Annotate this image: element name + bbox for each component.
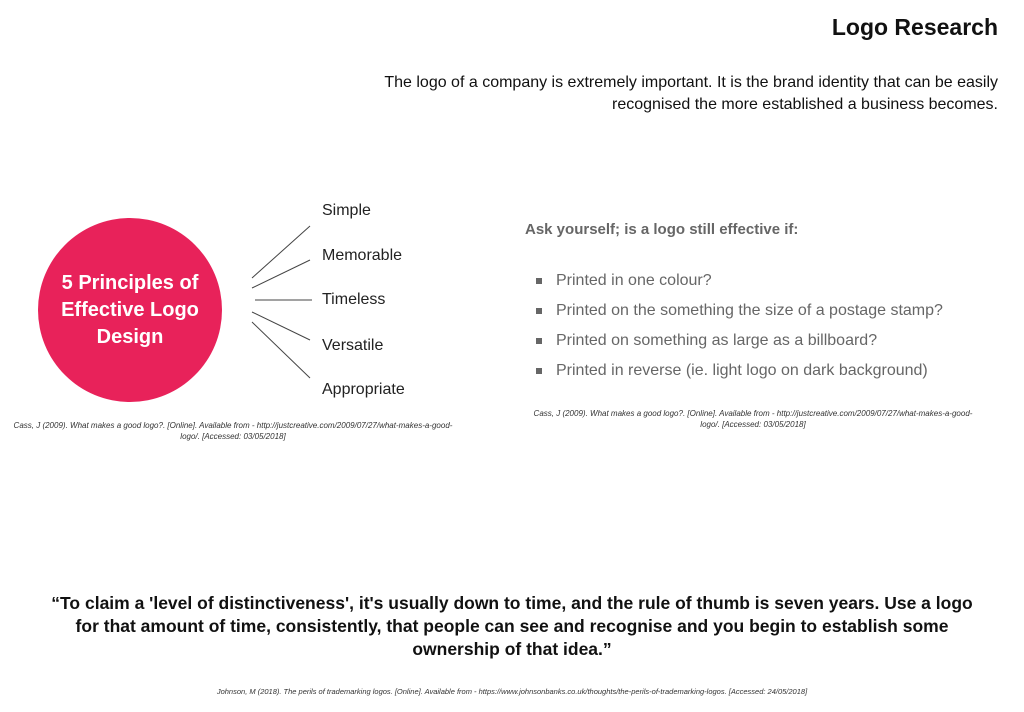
checklist-item: Printed on something as large as a billboard? [536, 330, 943, 360]
bullet-square-icon [536, 308, 542, 314]
page-title: Logo Research [831, 14, 998, 40]
quote-citation: Johnson, M (2018). The perils of trademarking logos. [Online]. Available from - https://www.johnsonbanks.co.uk/thoughts/the-perils-of-trademarking-logos. [Accessed: 24/05/2018] [216, 687, 808, 696]
principle-memorable: Memorable [322, 247, 403, 264]
checklist-list [536, 270, 943, 390]
bullet-square-icon [536, 278, 542, 284]
principle-versatile: Versatile [322, 337, 384, 354]
principles-circle [38, 218, 222, 402]
principles-circle-text: 5 Principles of Effective Logo Design [61, 271, 199, 348]
connector-line-memorable [252, 260, 310, 288]
checklist-item: Printed in one colour? [536, 270, 943, 300]
bullet-square-icon [536, 368, 542, 374]
checklist-item: Printed in reverse (ie. light logo on dark background) [536, 360, 943, 390]
checklist-citation: Cass, J (2009). What makes a good logo?. [Online]. Available from - http://justcreative.com/2009/07/27/what-makes-a-good-logo/. [Accessed: 03/05/2018] [533, 409, 973, 429]
principle-timeless: Timeless [322, 291, 386, 308]
principle-simple: Simple [322, 202, 371, 219]
connector-line-simple [252, 226, 310, 278]
intro-paragraph: The logo of a company is extremely important. It is the brand identity that can be easily recognised the more established a business becomes. [384, 74, 998, 113]
principles-citation: Cass, J (2009). What makes a good logo?. [Online]. Available from - http://justcreative.com/2009/07/27/what-makes-a-good-logo/. [Accessed: 03/05/2018] [13, 421, 453, 441]
connector-line-appropriate [252, 322, 310, 378]
connector-line-versatile [252, 312, 310, 340]
checklist-heading: Ask yourself; is a logo still effective if: [525, 221, 799, 238]
checklist-item: Printed on the something the size of a postage stamp? [536, 300, 943, 330]
bullet-square-icon [536, 338, 542, 344]
quote-block: “To claim a 'level of distinctiveness', it's usually down to time, and the rule of thumb is seven years. Use a logo for that amount of time, consistently, that people can see and recognise and you begin to establish some ownership of that idea.” [51, 593, 973, 659]
principle-appropriate: Appropriate [322, 381, 405, 398]
